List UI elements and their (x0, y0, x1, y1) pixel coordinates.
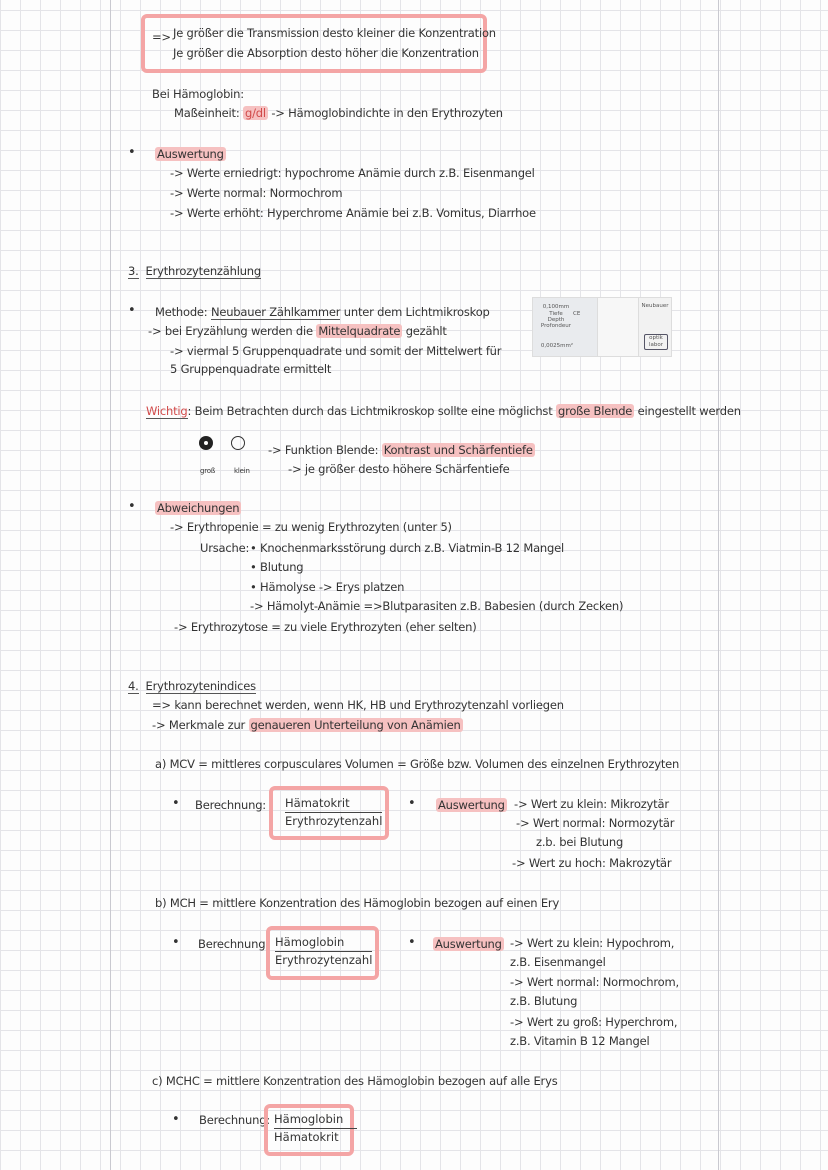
page-margin-left (110, 0, 111, 1170)
mch-eval-item: -> Wert zu groß: Hyperchrom, (510, 1015, 678, 1029)
ursache-label: Ursache: (200, 541, 250, 555)
mchc-title: c) MCHC = mittlere Konzentration des Hämoglobin bezogen auf alle Erys (152, 1074, 558, 1088)
indices-line2: -> Merkmale zur genaueren Unterteilung von Anämien (152, 718, 461, 732)
mcv-eval-item: -> Wert zu klein: Mikrozytär (514, 797, 669, 811)
mcv-eval-item: -> Wert normal: Normozytär (516, 816, 675, 830)
section4-heading: 4. Erythrozytenindices (128, 679, 256, 693)
cause-item: • Knochenmarksstörung durch z.B. Viatmin-B 12 Mangel (250, 541, 564, 555)
wichtig-line: Wichtig: Beim Betrachten durch das Lichtmikroskop sollte eine möglichst große Blende eingestellt werden (146, 404, 741, 418)
neubauer-chamber-image: 0,100mm Tiefe CE Depth Profondeur 0,0025mm² Neubauer optik labor (532, 297, 672, 357)
hb-unit-line (174, 106, 503, 120)
mchc-calc-label: Berechnung: (199, 1113, 270, 1127)
bullet: • (128, 303, 136, 318)
page-margin-right (718, 0, 719, 1170)
cause-item: • Blutung (250, 560, 304, 574)
mch-eval-title: Auswertung (435, 937, 502, 951)
top-highlight-box (141, 14, 487, 73)
transmission-rule: Je größer die Transmission desto kleiner die Konzentration (173, 26, 496, 40)
mcv-eval-item: -> Wert zu hoch: Makrozytär (512, 856, 672, 870)
cause-item: -> Hämolyt-Anämie =>Blutparasiten z.B. Babesien (durch Zecken) (250, 599, 624, 613)
bullet: • (172, 796, 180, 811)
auswertung1-title: Auswertung (157, 147, 224, 161)
gross-label: groß (200, 467, 216, 475)
count-line: -> bei Eryzählung werden die Mittelquadrate gezählt (148, 324, 447, 338)
cause-item: • Hämolyse -> Erys platzen (250, 580, 405, 594)
mcv-eval-title: Auswertung (438, 798, 505, 812)
auswertung1-item: -> Werte normal: Normochrom (170, 186, 343, 200)
large-aperture-icon (199, 436, 213, 450)
bullet: • (172, 1112, 180, 1127)
method-line: Methode: Neubauer Zählkammer unter dem Lichtmikroskop (155, 305, 490, 319)
mcv-eval-item: z.b. bei Blutung (536, 835, 624, 849)
hb-unit-desc: -> Hämoglobindichte in den Erythrozyten (267, 106, 503, 120)
auswertung1-item: -> Werte erniedrigt: hypochrome Anämie durch z.B. Eisenmangel (170, 166, 535, 180)
bullet: • (408, 796, 416, 811)
bullet: • (408, 935, 416, 950)
erythropenie-line: -> Erythropenie = zu wenig Erythrozyten (unter 5) (170, 520, 452, 534)
auswertung1-item: -> Werte erhöht: Hyperchrome Anämie bei z.B. Vomitus, Diarrhoe (170, 206, 536, 220)
mch-eval-item: -> Wert zu klein: Hypochrom, (510, 936, 675, 950)
group-squares-line2: 5 Gruppenquadrate ermittelt (170, 362, 332, 376)
mcv-formula: Hämatokrit Erythrozytenzahl (285, 796, 383, 828)
hb-unit-value: g/dl (244, 106, 266, 120)
klein-label: klein (234, 467, 250, 475)
mcv-calc-label: Berechnung: (195, 798, 266, 812)
bullet: • (128, 499, 136, 514)
erythrozytose-line: -> Erythrozytose = zu viele Erythrozyten (eher selten) (174, 620, 477, 634)
hb-heading: Bei Hämoglobin: (152, 87, 244, 101)
mch-eval-item: z.B. Blutung (510, 994, 578, 1008)
bullet: • (172, 935, 180, 950)
optik-labor-logo: optik labor (644, 334, 668, 350)
abweichungen-title: Abweichungen (157, 501, 240, 515)
absorption-rule: Je größer die Absorption desto höher die Konzentration (173, 46, 479, 60)
top-arrow: => (152, 30, 171, 44)
hb-unit-label: Maßeinheit: (174, 106, 243, 120)
blende-function-line: -> Funktion Blende: Kontrast und Schärfentiefe (268, 443, 533, 457)
mch-eval-item: z.B. Eisenmangel (510, 955, 606, 969)
mchc-formula: Hämoglobin Hämatokrit (274, 1111, 357, 1146)
mch-eval-item: -> Wert normal: Normochrom, (510, 975, 679, 989)
mcv-title: a) MCV = mittleres corpusculares Volumen = Größe bzw. Volumen des einzelnen Erythrozyten (155, 757, 680, 771)
small-aperture-icon (231, 436, 245, 450)
mch-formula: Hämoglobin Erythrozytenzahl (275, 935, 373, 967)
section3-heading: 3. Erythrozytenzählung (128, 264, 261, 278)
group-squares-line: -> viermal 5 Gruppenquadrate und somit der Mittelwert für (170, 344, 502, 358)
indices-line1: => kann berechnet werden, wenn HK, HB und Erythrozytenzahl vorliegen (152, 698, 564, 712)
mch-title: b) MCH = mittlere Konzentration des Hämoglobin bezogen auf einen Ery (155, 896, 560, 910)
mch-eval-item: z.B. Vitamin B 12 Mangel (510, 1034, 650, 1048)
blende-depth-line: -> je größer desto höhere Schärfentiefe (288, 462, 510, 476)
bullet: • (128, 145, 136, 160)
mch-calc-label: Berechnung: (198, 937, 269, 951)
